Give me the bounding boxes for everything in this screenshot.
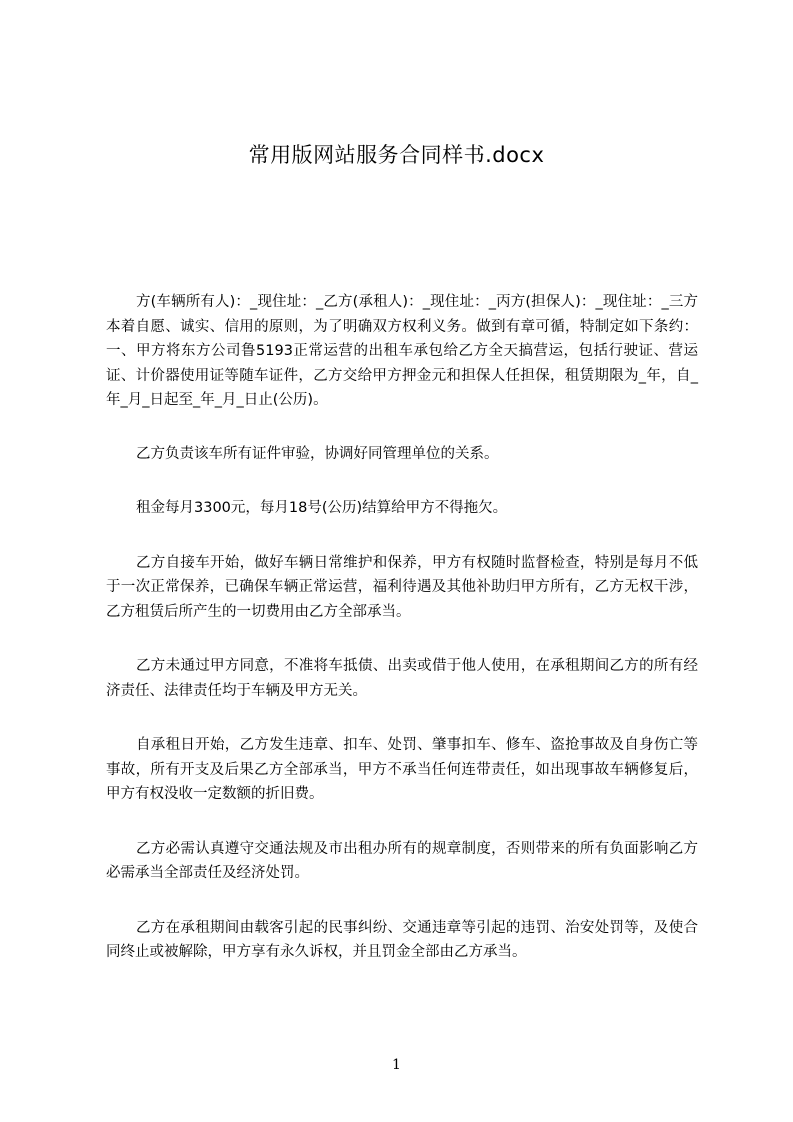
document-body: [106, 290, 698, 995]
page-number: 1: [392, 1057, 401, 1073]
paragraph-rent: 租金每月3300元，每月18号(公历)结算给甲方不得拖欠。: [136, 500, 508, 516]
paragraph-disputes: 乙方在承租期间由载客引起的民事纠纷、交通违章等引起的违罚、治安处罚等，及使合同终止或被解除，甲方享有永久诉权，并且罚金全部由乙方承当。: [106, 919, 698, 960]
paragraph-traffic-rules: 乙方必需认真遵守交通法规及市出租办所有的规章制度，否则带来的所有负面影响乙方必需承当全部责任及经济处罚。: [106, 840, 698, 881]
paragraph-certificates: 乙方负责该车所有证件审验，协调好同管理单位的关系。: [136, 445, 499, 462]
paragraph-no-mortgage: 乙方未通过甲方同意，不准将车抵债、出卖或借于他人使用，在承租期间乙方的所有经济责任、法律责任均于车辆及甲方无关。: [106, 658, 698, 699]
document-title: 常用版网站服务合同样书.docx: [248, 143, 545, 167]
paragraph-parties: 方(车辆所有人)：_现住址：_乙方(承租人)：_现住址：_丙方(担保人)：_现住址：_三方本着自愿、诚实、信用的原则，为了明确双方权利义务。做到有章可循，特制定如下条约：一、甲方将东方公司鲁5193正常运营的出租车承包给乙方全天搞营运，包括行驶证、营运证、计价器使用证等随车证件，乙方交给甲方押金元和担保人任担保，租赁期限为_年，自_年_月_日起至_年_月_日止(公历)。: [106, 294, 698, 408]
paragraph-maintenance: 乙方自接车开始，做好车辆日常维护和保养，甲方有权随时监督检查，特别是每月不低于一次正常保养，已确保车辆正常运营，福利待遇及其他补助归甲方所有，乙方无权干涉，乙方租赁后所产生的一切费用由乙方全部承当。: [106, 554, 698, 620]
paragraph-accidents: 自承租日开始，乙方发生违章、扣车、处罚、肇事扣车、修车、盗抢事故及自身伤亡等事故，所有开支及后果乙方全部承当，甲方不承当任何连带责任，如出现事故车辆修复后，甲方有权没收一定数额的折旧费。: [106, 737, 698, 802]
